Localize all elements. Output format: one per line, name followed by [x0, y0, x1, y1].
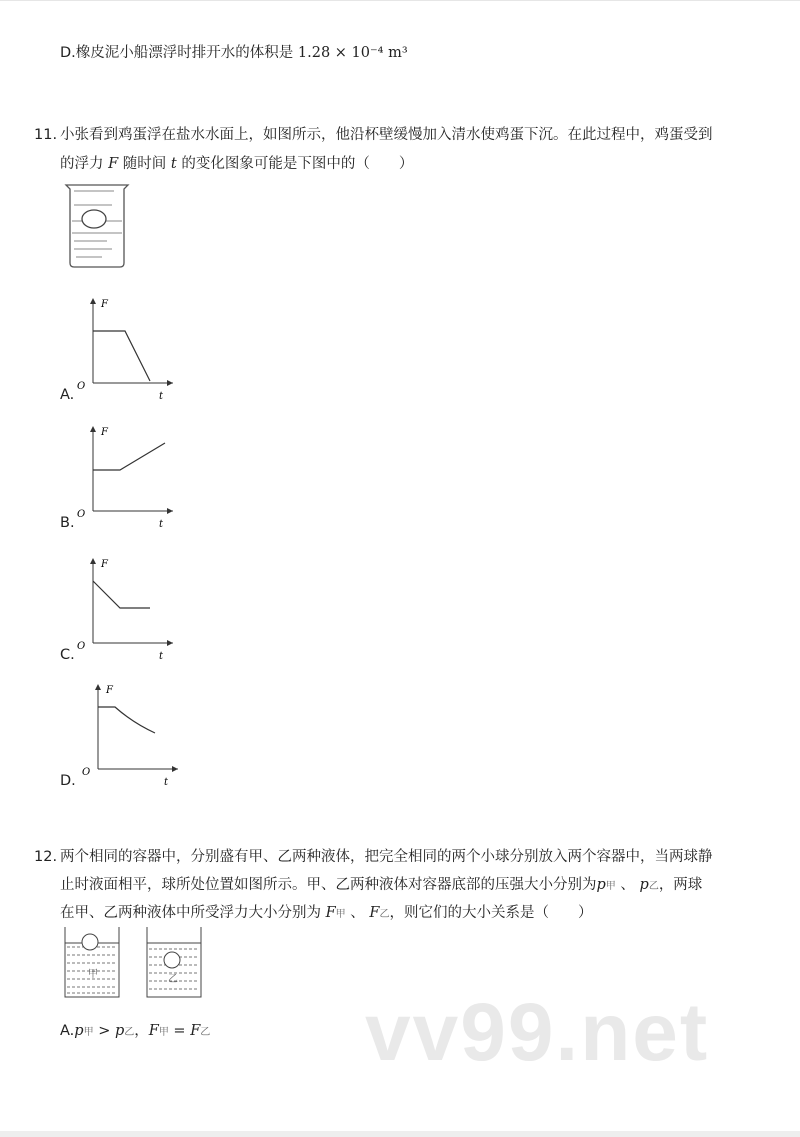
t: ，两球: [658, 877, 703, 893]
s: 乙: [379, 909, 390, 920]
label-yi: 乙: [168, 974, 178, 985]
s: 甲: [335, 909, 346, 920]
graph-option-c: [77, 557, 183, 662]
x-label: t: [159, 519, 164, 530]
watermark: vv99.net: [365, 987, 710, 1078]
label-jia: 甲: [88, 969, 98, 980]
graph-option-b: [77, 425, 183, 530]
F: F: [369, 905, 380, 921]
y-arrow: [95, 684, 101, 690]
y-label: F: [106, 685, 113, 696]
p: p: [639, 877, 649, 893]
origin-label: O: [77, 509, 86, 520]
curve: [98, 707, 155, 733]
p: p: [596, 877, 606, 893]
graph-option-d: [82, 683, 188, 788]
container-yi-figure: [146, 927, 206, 999]
y-arrow: [90, 298, 96, 304]
q12-line3: [60, 903, 592, 925]
x-label: t: [159, 391, 164, 402]
t: 的变化图象可能是下图中的（ ）: [181, 156, 414, 172]
s: 甲: [158, 1027, 169, 1038]
x-arrow: [167, 640, 173, 646]
y-label: F: [101, 299, 108, 310]
x-label: t: [159, 651, 164, 662]
curve: [93, 331, 150, 381]
q10-option-d: [60, 43, 408, 63]
s: 甲: [605, 881, 616, 892]
q12-option-a: [60, 1021, 210, 1043]
t: A.: [60, 1023, 75, 1039]
t: 随时间: [122, 156, 167, 172]
origin-label: O: [82, 767, 91, 778]
page-bottom-edge: [0, 1131, 800, 1137]
t: 的浮力: [60, 156, 104, 172]
t: 在甲、乙两种液体中所受浮力大小分别为: [60, 905, 321, 921]
p: p: [114, 1023, 125, 1039]
graph-option-a: [77, 297, 183, 402]
s: 甲: [83, 1027, 94, 1038]
curve: [93, 581, 150, 608]
s: ，: [134, 1023, 149, 1039]
s: =: [173, 1023, 186, 1039]
curve: [93, 443, 165, 470]
s: 乙: [124, 1027, 135, 1038]
var-t: t: [170, 156, 177, 172]
option-label: A.: [60, 387, 75, 403]
option-math: 1.28 × 10⁻⁴ m³: [297, 45, 408, 61]
option-text: D.橡皮泥小船漂浮时排开水的体积是: [60, 45, 294, 61]
y-arrow: [90, 558, 96, 564]
q12-line2: [60, 875, 702, 897]
y-label: F: [101, 427, 108, 438]
F: F: [190, 1023, 201, 1039]
var-F: F: [108, 156, 119, 172]
y-arrow: [90, 426, 96, 432]
y-label: F: [101, 559, 108, 570]
option-label: C.: [60, 647, 75, 663]
option-label: B.: [60, 515, 75, 531]
q12-line1: 两个相同的容器中，分别盛有甲、乙两种液体，把完全相同的两个小球分别放入两个容器中，当两球静: [60, 849, 713, 865]
s: 、: [620, 877, 635, 893]
s: 乙: [200, 1027, 211, 1038]
origin-label: O: [77, 381, 86, 392]
q12-number: 12.: [34, 849, 58, 865]
q11-number: 11.: [34, 127, 58, 143]
t: ，则它们的大小关系是（ ）: [389, 905, 593, 921]
t: 止时液面相平，球所处位置如图所示。甲、乙两种液体对容器底部的压强大小分别为: [60, 877, 597, 893]
F: F: [325, 905, 336, 921]
s: 、: [350, 905, 365, 921]
q11-line1: 小张看到鸡蛋浮在盐水水面上，如图所示，他沿杯壁缓慢加入清水使鸡蛋下沉。在此过程中，鸡蛋受到: [60, 127, 713, 143]
q11-line2: [60, 154, 413, 174]
x-arrow: [167, 380, 173, 386]
x-label: t: [164, 777, 169, 788]
beaker-egg-figure: [62, 183, 132, 269]
s: >: [98, 1023, 111, 1039]
s: 乙: [648, 881, 659, 892]
x-arrow: [172, 766, 178, 772]
x-arrow: [167, 508, 173, 514]
p: p: [74, 1023, 84, 1039]
origin-label: O: [77, 641, 86, 652]
option-label: D.: [60, 773, 76, 789]
F: F: [148, 1023, 159, 1039]
container-jia-figure: [64, 927, 124, 999]
